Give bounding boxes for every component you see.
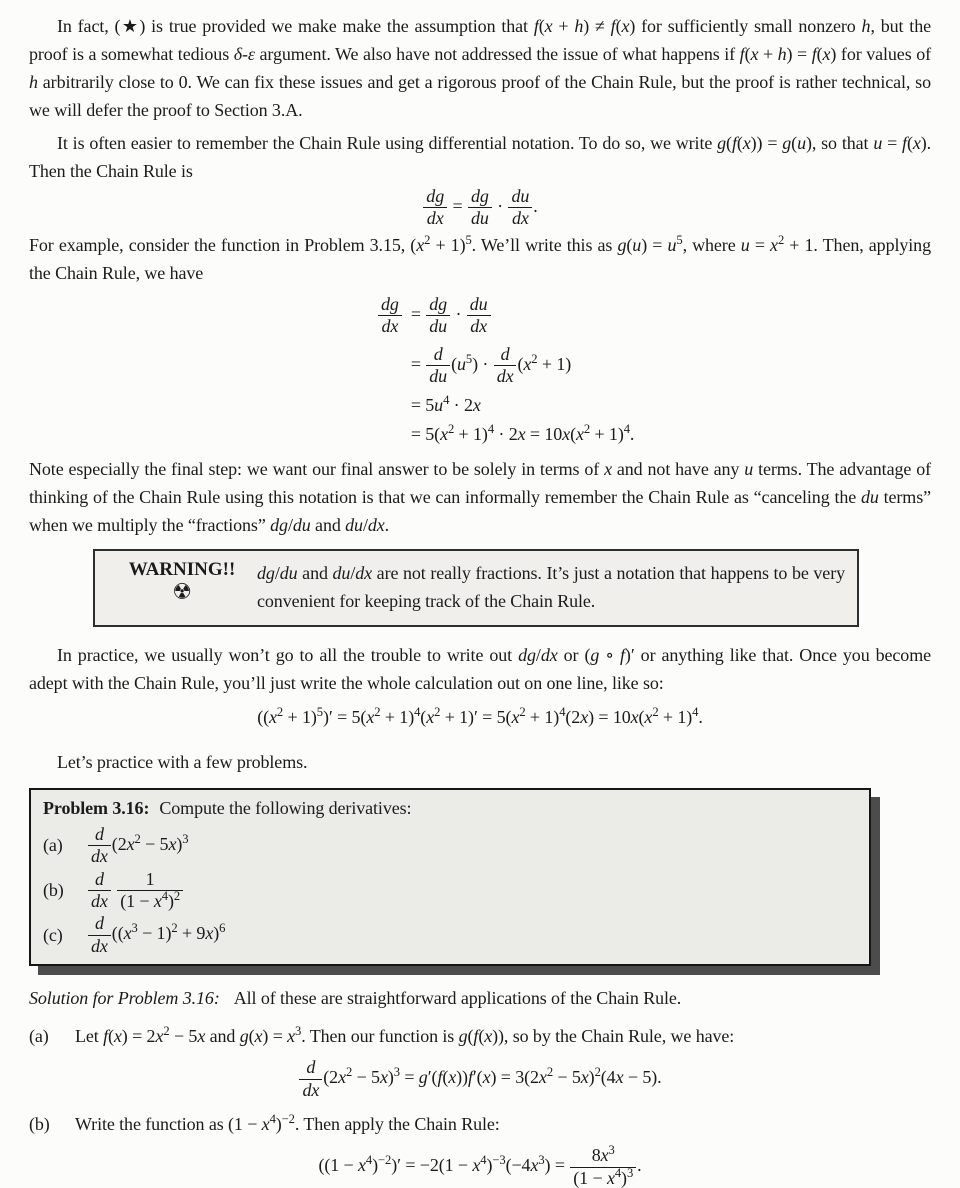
paragraph-example: For example, consider the function in Problem 3.15, $(x^2 + 1)^5$. We’ll write this as $g(u) = u^5$, where $u = x^2 + 1$. Then, applying the Chain Rule, we have [29,232,931,283]
derivation-lhs [377,391,403,420]
derivation-lhs [377,420,403,449]
problem-item-b [43,870,857,912]
problem-item-label: (c) [43,924,63,945]
solution-part-label: (a) [29,1026,49,1047]
derivation-row [377,420,634,449]
equation-one-line-chain: $((x^2 + 1)^5)' = 5(x^2 + 1)^4(x^2 + 1)' = 5(x^2 + 1)^4(2x) = 10x(x^2 + 1)^4$. [257,704,703,727]
equation-solution-b: $((1 - x^4)^{-2})' = -2(1 - x^4)^{-3}(-4x^3)$ = $\frac{8x^3}{(1 - x^4)^3}$ . [318,1143,642,1188]
equation-chain-rule-differential: $\frac{dg}{dx}$ = $\frac{dg}{du}$ · $\frac{du}{dx}$ . [29,187,931,229]
radiation-icon: ☢ [172,579,192,605]
paragraph-lets-practice: Let’s practice with a few problems. [57,751,308,772]
derivation-lhs [377,341,403,391]
derivation-row [377,391,634,420]
derivation-block [377,291,634,449]
paragraph-note-final-step: Note especially the final step: we want our final answer to be solely in terms of x and not have any u terms. The advantage of thinking of the Chain Rule using this notation is that we can informally remember the Chain Rule as “canceling the du terms” when we multiply the “fractions” dg/du and du/dx. [29,458,931,535]
derivation-rhs: = $5u^4 \cdot 2x$ [410,392,481,415]
solution-lead-label: Solution for Problem 3.16: [29,988,220,1009]
problem-item-label: (a) [43,835,63,856]
problem-box [29,788,871,967]
solution-lead [29,984,931,1012]
derivation-lhs: $\frac{dg}{dx}$ [377,291,403,341]
problem-title-row [43,795,857,822]
problem-item-a [43,825,857,867]
paragraph-intro: In fact, (★) is true provided we make make the assumption that f(x + h) ≠ f(x) for sufficiently small nonzero h, but the proof is a somewhat tedious δ-ε argument. We also have not addressed the issue of what happens if f(x + h) = f(x) for values of h arbitrarily close to 0. We can fix these issues and get a rigorous proof of the Chain Rule, but the proof is rather technical, so we will defer the proof to Section 3.A. [29,16,932,120]
warning-label-column [107,559,257,605]
derivation-row [377,341,634,391]
derivation-row [377,291,634,341]
paragraph-differential-notation: It is often easier to remember the Chain Rule using differential notation. To do so, we write g(f(x)) = g(u), so that u = f(x). Then the Chain Rule is [29,133,932,181]
warning-title: WARNING!! [128,558,236,580]
solution-part-a [29,1022,931,1050]
problem-item-math: $\frac{d}{dx}$ $((x^3 - 1)^2 + 9x)^6$ [87,914,225,956]
solution-part-label: (b) [29,1114,50,1135]
problem-item-c [43,914,857,956]
problem-number: Problem 3.16: [43,797,150,818]
solution-lead-text: All of these are straightforward applications of the Chain Rule. [233,988,682,1009]
problem-item-math: $\frac{d}{dx}$ $(2x^2 - 5x)^3$ [87,825,188,867]
problem-item-math: $\frac{d}{dx}$ $\frac{1}{(1 - x^4)^2}$ [87,870,184,912]
paragraph-in-practice: In practice, we usually won’t go to all the trouble to write out dg/dx or (g ∘ f)′ or anything like that. Once you become adept with the Chain Rule, you’ll just write the whole calculation out on one line, like so: [29,644,931,693]
derivation-rhs: = $\frac{d}{du}$ $(u^5)$ · $\frac{d}{dx}$ $(x^2 + 1)$ [410,343,572,387]
solution-part-text: Write the function as $(1 - x^4)^{-2}$. Then apply the Chain Rule: [75,1112,500,1135]
equation-solution-a: $\frac{d}{dx}$ $(2x^2 - 5x)^3 = g'(f(x))f'(x) = 3(2x^2 - 5x)^2(4x - 5)$. [29,1058,931,1100]
problem-item-label: (b) [43,880,64,901]
problem-prompt: Compute the following derivatives: [159,797,412,818]
warning-box [93,549,859,627]
derivation-rhs: = $\frac{dg}{du}$ · $\frac{du}{dx}$ [403,291,635,341]
solution-part-b [29,1110,931,1138]
solution-part-text: Let $f(x) = 2x^2 - 5x$ and $g(x) = x^3$. Then our function is g(f(x)), so by the Chain Rule, we have: [75,1024,735,1047]
derivation-rhs: = $5(x^2 + 1)^4 \cdot 2x = 10x(x^2 + 1)^4$. [410,421,635,444]
warning-text: dg/du and du/dx are not really fractions. It’s just a notation that happens to be very convenient for keeping track of the Chain Rule. [257,562,845,611]
